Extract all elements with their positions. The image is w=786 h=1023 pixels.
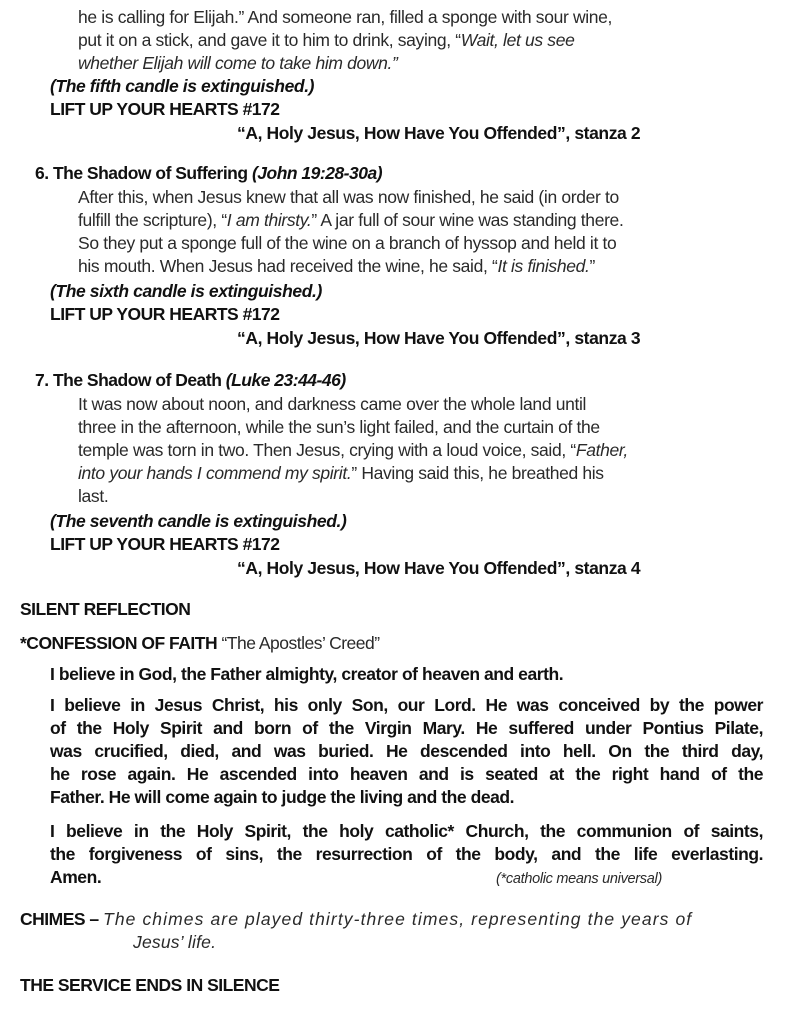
candle-rubric: (The sixth candle is extinguished.) <box>50 281 322 301</box>
reading-quote: Father, <box>575 440 628 460</box>
creed-line: of the Holy Spirit and born of the Virgin Mary. He suffered under Pontius Pilate, <box>50 718 763 738</box>
reading-text: ” A jar full of sour wine was standing there. <box>311 210 624 230</box>
reading-text: ” Having said this, he breathed his <box>351 463 604 483</box>
section-heading <box>35 162 382 185</box>
candle-rubric: (The seventh candle is extinguished.) <box>50 511 347 531</box>
reading-quote: into your hands I commend my spirit. <box>78 463 352 483</box>
reading-text: fulfill the scripture), “ <box>78 210 227 230</box>
reading-text: his mouth. When Jesus had received the wine, he said, “ <box>78 256 498 276</box>
reading-text: It was now about noon, and darkness came over the whole land until <box>78 394 587 414</box>
hymn-label: LIFT UP YOUR HEARTS #172 <box>50 99 280 119</box>
hymn-title: “A, Holy Jesus, How Have You Offended”, stanza 4 <box>237 558 641 578</box>
creed-line: I believe in Jesus Christ, his only Son, our Lord. He was conceived by the power <box>50 695 763 715</box>
creed-paragraph-1: I believe in God, the Father almighty, creator of heaven and earth. <box>50 664 564 684</box>
reading-quote: Wait, let us see <box>460 30 575 50</box>
creed-name: “The Apostles’ Creed” <box>217 633 380 653</box>
service-ends-heading: THE SERVICE ENDS IN SILENCE <box>20 975 280 995</box>
reading-quote: It is finished. <box>497 256 590 276</box>
chimes-label: CHIMES – <box>20 909 104 929</box>
section-heading <box>35 369 346 392</box>
hymn-label: LIFT UP YOUR HEARTS #172 <box>50 304 280 324</box>
chimes-description: The chimes are played thirty-three times, representing the years of <box>103 909 693 929</box>
reading-line <box>78 462 604 485</box>
creed-line: was crucified, died, and was buried. He descended into hell. On the third day, <box>50 741 763 761</box>
reading-text: he is calling for Elijah.” And someone ran, filled a sponge with sour wine, <box>78 7 613 27</box>
creed-line: he rose again. He ascended into heaven and is seated at the right hand of the <box>50 764 763 784</box>
silent-reflection-heading: SILENT REFLECTION <box>20 599 191 619</box>
reading-text: last. <box>78 486 109 506</box>
hymn-title: “A, Holy Jesus, How Have You Offended”, stanza 3 <box>237 328 641 348</box>
section-title: 6. The Shadow of Suffering <box>35 163 252 183</box>
reading-line <box>78 485 108 508</box>
reading-line <box>78 255 595 278</box>
confession-title: *CONFESSION OF FAITH <box>20 633 218 653</box>
creed-line: I believe in the Holy Spirit, the holy catholic* Church, the communion of saints, <box>50 821 763 841</box>
candle-rubric: (The fifth candle is extinguished.) <box>50 76 315 96</box>
scripture-reference: (John 19:28-30a) <box>251 163 383 183</box>
reading-line <box>78 52 398 75</box>
reading-text: After this, when Jesus knew that all was now finished, he said (in order to <box>78 187 619 207</box>
reading-line <box>78 209 623 232</box>
hymn-title: “A, Holy Jesus, How Have You Offended”, stanza 2 <box>237 123 641 143</box>
chimes-line <box>20 908 760 931</box>
reading-text: So they put a sponge full of the wine on a branch of hyssop and held it to <box>78 233 617 253</box>
reading-line <box>78 232 616 255</box>
reading-text: ” <box>589 256 595 276</box>
reading-text: put it on a stick, and gave it to him to drink, saying, “ <box>78 30 461 50</box>
catholic-footnote: (*catholic means universal) <box>496 871 662 887</box>
reading-quote: I am thirsty. <box>226 210 312 230</box>
reading-quote: whether Elijah will come to take him down.” <box>78 53 398 73</box>
reading-line <box>78 393 586 416</box>
reading-text: temple was torn in two. Then Jesus, crying with a loud voice, said, “ <box>78 440 576 460</box>
reading-line <box>78 416 600 439</box>
confession-heading <box>20 632 380 655</box>
reading-line <box>78 439 628 462</box>
creed-line: Father. He will come again to judge the living and the dead. <box>50 787 515 807</box>
reading-line <box>78 6 612 29</box>
reading-text: three in the afternoon, while the sun’s light failed, and the curtain of the <box>78 417 600 437</box>
reading-line <box>78 29 574 52</box>
creed-line: the forgiveness of sins, the resurrection of the body, and the life everlasting. <box>50 844 763 864</box>
hymn-label: LIFT UP YOUR HEARTS #172 <box>50 534 280 554</box>
chimes-description-cont: Jesus’ life. <box>133 932 217 952</box>
scripture-reference: (Luke 23:44-46) <box>225 370 346 390</box>
creed-line: Amen. <box>50 867 102 887</box>
section-title: 7. The Shadow of Death <box>35 370 226 390</box>
reading-line <box>78 186 619 209</box>
